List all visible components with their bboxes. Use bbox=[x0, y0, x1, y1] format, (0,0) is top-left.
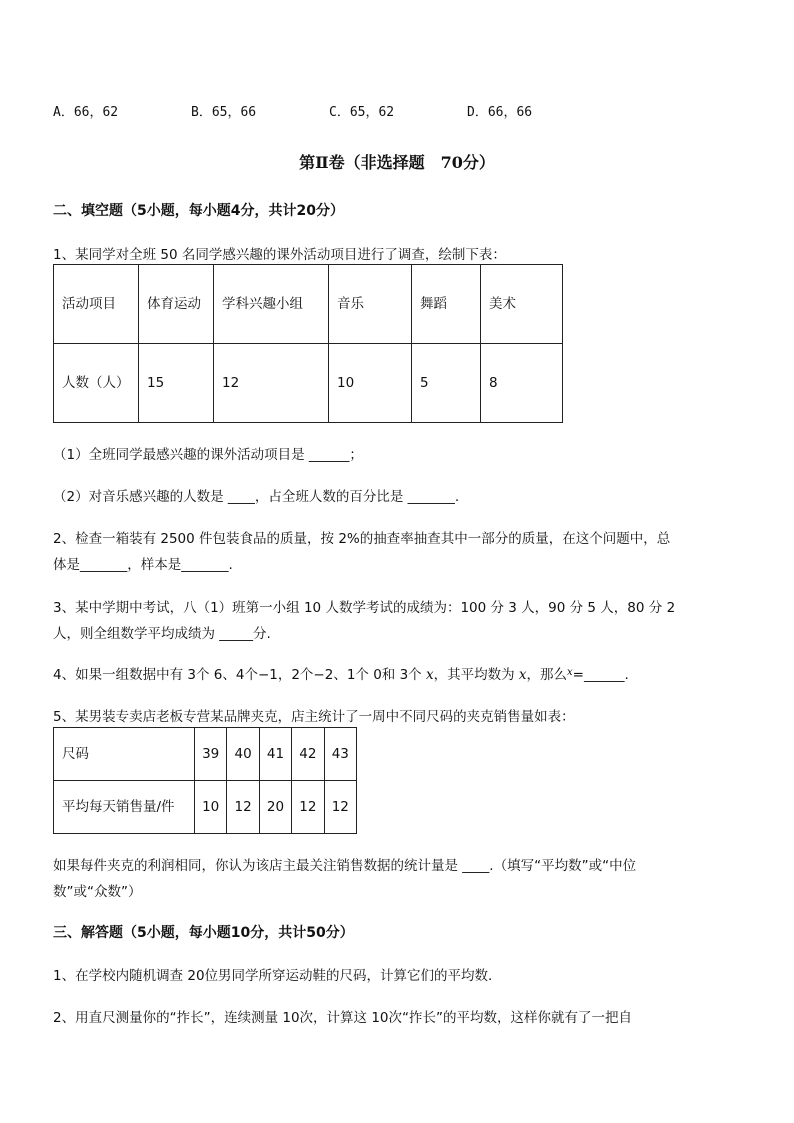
table-cell: 8 bbox=[481, 344, 563, 423]
table-cell: 人数（人） bbox=[54, 344, 139, 423]
option-d: D．66，66 bbox=[467, 105, 533, 120]
table-row bbox=[54, 728, 357, 781]
activity-table bbox=[53, 264, 563, 423]
question-4-prefix: 4、如果一组数据中有 3个 6、4个−1，2个−2、1个 0和 3个 bbox=[53, 667, 426, 683]
question-5-line-1: 如果每件夹克的利润相同，你认为该店主最关注销售数据的统计量是 ____.（填写“平均数”或“中位 bbox=[53, 858, 637, 874]
table-cell: 12 bbox=[227, 781, 259, 834]
table-cell: 活动项目 bbox=[54, 265, 139, 344]
variable-x: x bbox=[425, 667, 434, 683]
variable-x: x bbox=[567, 667, 573, 678]
question-4-text bbox=[53, 663, 629, 683]
table-cell: 15 bbox=[139, 344, 214, 423]
table-cell: 41 bbox=[259, 728, 291, 781]
question-4-suffix: =______. bbox=[572, 667, 629, 683]
table-cell: 39 bbox=[195, 728, 227, 781]
table-cell: 10 bbox=[195, 781, 227, 834]
question-5-line-2: 数”或“众数”） bbox=[53, 884, 142, 900]
table-row bbox=[54, 265, 563, 344]
table-cell: 平均每天销售量/件 bbox=[54, 781, 195, 834]
table-cell: 42 bbox=[292, 728, 324, 781]
table-cell: 40 bbox=[227, 728, 259, 781]
option-c: C．65，62 bbox=[329, 105, 395, 120]
part-title: 第Ⅱ卷（非选择题 70分） bbox=[299, 153, 495, 172]
option-a: A．66，62 bbox=[53, 105, 119, 120]
question-1-text: 1、某同学对全班 50 名同学感兴趣的课外活动项目进行了调查，绘制下表： bbox=[53, 247, 506, 263]
section-heading-fill-in: 二、填空题（5小题，每小题4分，共计20分） bbox=[53, 203, 344, 219]
question-1-sub-1: （1）全班同学最感兴趣的课外活动项目是 ______； bbox=[53, 447, 363, 463]
variable-x: x bbox=[518, 667, 527, 683]
question-2-line-2: 体是_______，样本是_______. bbox=[53, 557, 233, 573]
option-b: B．65，66 bbox=[191, 105, 257, 120]
table-row bbox=[54, 781, 357, 834]
table-cell: 舞蹈 bbox=[412, 265, 481, 344]
table-cell: 音乐 bbox=[329, 265, 412, 344]
table-row bbox=[54, 344, 563, 423]
table-cell: 10 bbox=[329, 344, 412, 423]
table-cell: 12 bbox=[292, 781, 324, 834]
question-4-middle: ，其平均数为 bbox=[433, 667, 519, 683]
table-cell: 20 bbox=[259, 781, 291, 834]
question-2-line-1: 2、检查一箱装有 2500 件包装食品的质量，按 2%的抽查率抽查其中一部分的质量，在这个问题中，总 bbox=[53, 531, 671, 547]
question-1-sub-2: （2）对音乐感兴趣的人数是 ____，占全班人数的百分比是 _______. bbox=[53, 489, 460, 505]
table-cell: 美术 bbox=[481, 265, 563, 344]
question-5-text: 5、某男装专卖店老板专营某品牌夹克，店主统计了一周中不同尺码的夹克销售量如表： bbox=[53, 709, 575, 725]
table-cell: 尺码 bbox=[54, 728, 195, 781]
table-cell: 12 bbox=[214, 344, 329, 423]
section-3-question-2: 2、用直尺测量你的“拃长”，连续测量 10次，计算这 10次“拃长”的平均数，这样你就有了一把自 bbox=[53, 1010, 633, 1026]
table-cell: 体育运动 bbox=[139, 265, 214, 344]
question-4-then: ，那么 bbox=[526, 667, 568, 683]
size-sales-table bbox=[53, 727, 357, 834]
section-heading-solve: 三、解答题（5小题，每小题10分，共计50分） bbox=[53, 925, 354, 941]
table-cell: 43 bbox=[324, 728, 356, 781]
question-3-line-1: 3、某中学期中考试，八（1）班第一小组 10 人数学考试的成绩为：100 分 3 人，90 分 5 人，80 分 2 bbox=[53, 600, 676, 616]
table-cell: 5 bbox=[412, 344, 481, 423]
table-cell: 12 bbox=[324, 781, 356, 834]
question-3-line-2: 人，则全组数学平均成绩为 _____分. bbox=[53, 626, 271, 642]
table-cell: 学科兴趣小组 bbox=[214, 265, 329, 344]
section-3-question-1: 1、在学校内随机调查 20位男同学所穿运动鞋的尺码，计算它们的平均数. bbox=[53, 968, 493, 984]
